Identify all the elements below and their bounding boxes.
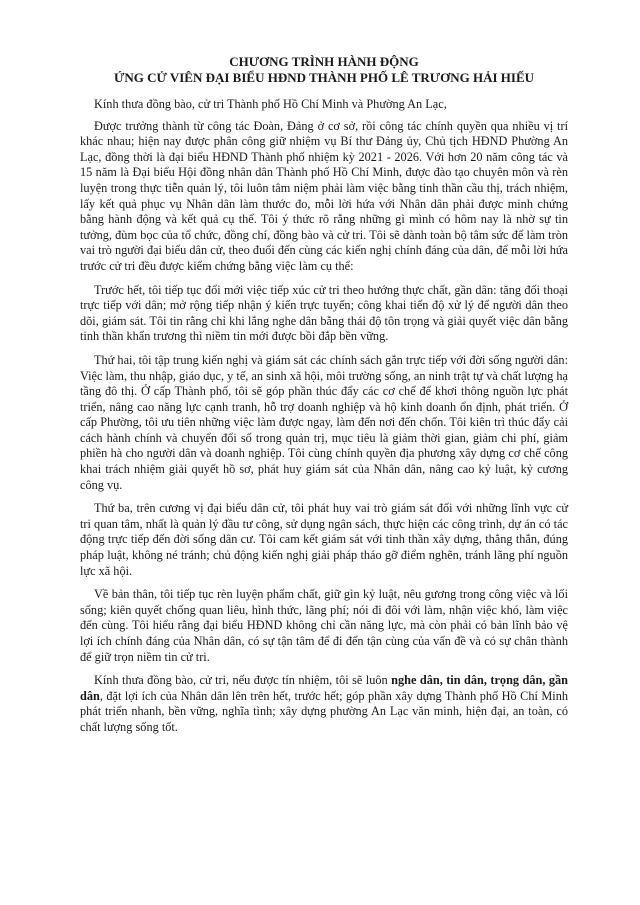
paragraph-closing (80, 673, 568, 735)
closing-text-end: , đặt lợi ích của Nhân dân lên trên hết, trước hết; góp phần xây dựng Thành phố Hồ Chí Minh phát triển nhanh, bền vững, nghĩa tình; xây dựng phường An Lạc văn minh, hiện đại, an toàn, có chất lượng sống tốt. (80, 688, 568, 734)
paragraph-third: Thứ ba, trên cương vị đại biểu dân cử, tôi phát huy vai trò giám sát đối với những lĩnh vực cử tri quan tâm, nhất là quản lý đầu tư công, sử dụng ngân sách, thực hiện các công trình, dự án có tác động trực tiếp đến đời sống dân cư. Tôi cam kết giám sát với tinh thần xây dựng, thẳng thắn, đúng pháp luật, không né tránh; chủ động kiến nghị giải pháp tháo gỡ điểm nghẽn, tránh lãng phí nguồn lực xã hội. (80, 501, 568, 578)
salutation: Kính thưa đồng bào, cử tri Thành phố Hồ Chí Minh và Phường An Lạc, (94, 97, 447, 111)
paragraph-self: Về bản thân, tôi tiếp tục rèn luyện phẩm chất, giữ gìn kỷ luật, nêu gương trong công việc và lối sống; kiên quyết chống quan liêu, hình thức, lãng phí; nói đi đôi với làm, nhận việc khó, làm việc đến cùng. Tôi hiểu rằng đại biểu HĐND không chỉ cần năng lực, mà còn phải có bản lĩnh bảo vệ lợi ích chính đáng của Nhân dân, có sự tận tâm để đi đến tận cùng của vấn đề và có sự chân thành để giữ trọn niềm tin cử tri. (80, 587, 568, 664)
title-line-2: ỨNG CỬ VIÊN ĐẠI BIỂU HĐND THÀNH PHỐ LÊ TRƯƠNG HẢI HIẾU (113, 69, 535, 85)
document-title (80, 54, 568, 85)
document-page (80, 54, 568, 744)
closing-text-start: Kính thưa đồng bào, cử tri, nếu được tín nhiệm, tôi sẽ luôn (94, 673, 392, 688)
paragraph-intro: Được trưởng thành từ công tác Đoàn, Đảng ở cơ sở, rồi công tác chính quyền qua nhiều vị trí khác nhau; hiện nay được phân công giữ nhiệm vụ Bí thư Đảng ủy, Chủ tịch HĐND Phường An Lạc, đồng thời là đại biểu HĐND Thành phố nhiệm kỳ 2021 - 2026. Với hơn 20 năm công tác và 15 năm là Đại biểu Hội đồng nhân dân Thành phố Hồ Chí Minh, được đào tạo chuyên môn và rèn luyện trong thực tiễn quản lý, tôi luôn tâm niệm phải làm việc bằng tinh thần cầu thị, trách nhiệm, lấy kết quả phục vụ Nhân dân làm thước đo, mỗi lời hứa với Nhân dân phải được minh chứng bằng hành động và kết quả cụ thể. Tôi ý thức rõ rằng những gì mình có hôm nay là nhờ sự tin tưởng, đùm bọc của tổ chức, đồng chí, đồng bào và cử tri. Tôi sẽ dành toàn bộ tâm sức để làm tròn vai trò người đại biểu dân cử, theo đuổi đến cùng các kiến nghị chính đáng của dân, để mỗi lời hứa trước cử tri đều được kiểm chứng bằng việc làm cụ thể: (80, 118, 568, 273)
paragraph-second: Thứ hai, tôi tập trung kiến nghị và giám sát các chính sách gắn trực tiếp với đời sống người dân: Việc làm, thu nhập, giáo dục, y tế, an sinh xã hội, môi trường sống, an ninh trật tự và chất lượng hạ tầng đô thị. Ở cấp Thành phố, tôi sẽ góp phần thúc đẩy các cơ chế để khơi thông nguồn lực phát triển, nâng cao năng lực cạnh tranh, hỗ trợ doanh nghiệp và hộ kinh doanh ổn định, phát triển. Ở cấp Phường, tôi ưu tiên những việc làm được ngay, làm đến nơi đến chốn. Tôi kiên trì thúc đẩy cải cách hành chính và chuyển đổi số trong quản trị, mục tiêu là giảm thời gian, giảm chi phí, giảm phiền hà cho người dân và doanh nghiệp. Tôi cùng chính quyền địa phương xây dựng cơ chế công khai trách nhiệm giải quyết hồ sơ, phát huy giám sát của Nhân dân, nâng cao kỷ luật, kỷ cương công vụ. (80, 352, 568, 492)
title-line-1: CHƯƠNG TRÌNH HÀNH ĐỘNG (229, 54, 419, 69)
closing-motto: nghe dân, tin dân, trọng dân, gần dân (80, 673, 569, 703)
paragraph-first: Trước hết, tôi tiếp tục đổi mới việc tiếp xúc cử tri theo hướng thực chất, gần dân: tăng đối thoại trực tiếp với dân; mở rộng tiếp nhận ý kiến trực tuyến; công khai tiến độ xử lý để người dân theo dõi, giám sát. Tôi tin rằng chỉ khi lắng nghe dân bằng thái độ tôn trọng và giải quyết việc dân bằng tinh thần khẩn trương thì niềm tin mới được bồi đắp bền vững. (80, 282, 568, 344)
